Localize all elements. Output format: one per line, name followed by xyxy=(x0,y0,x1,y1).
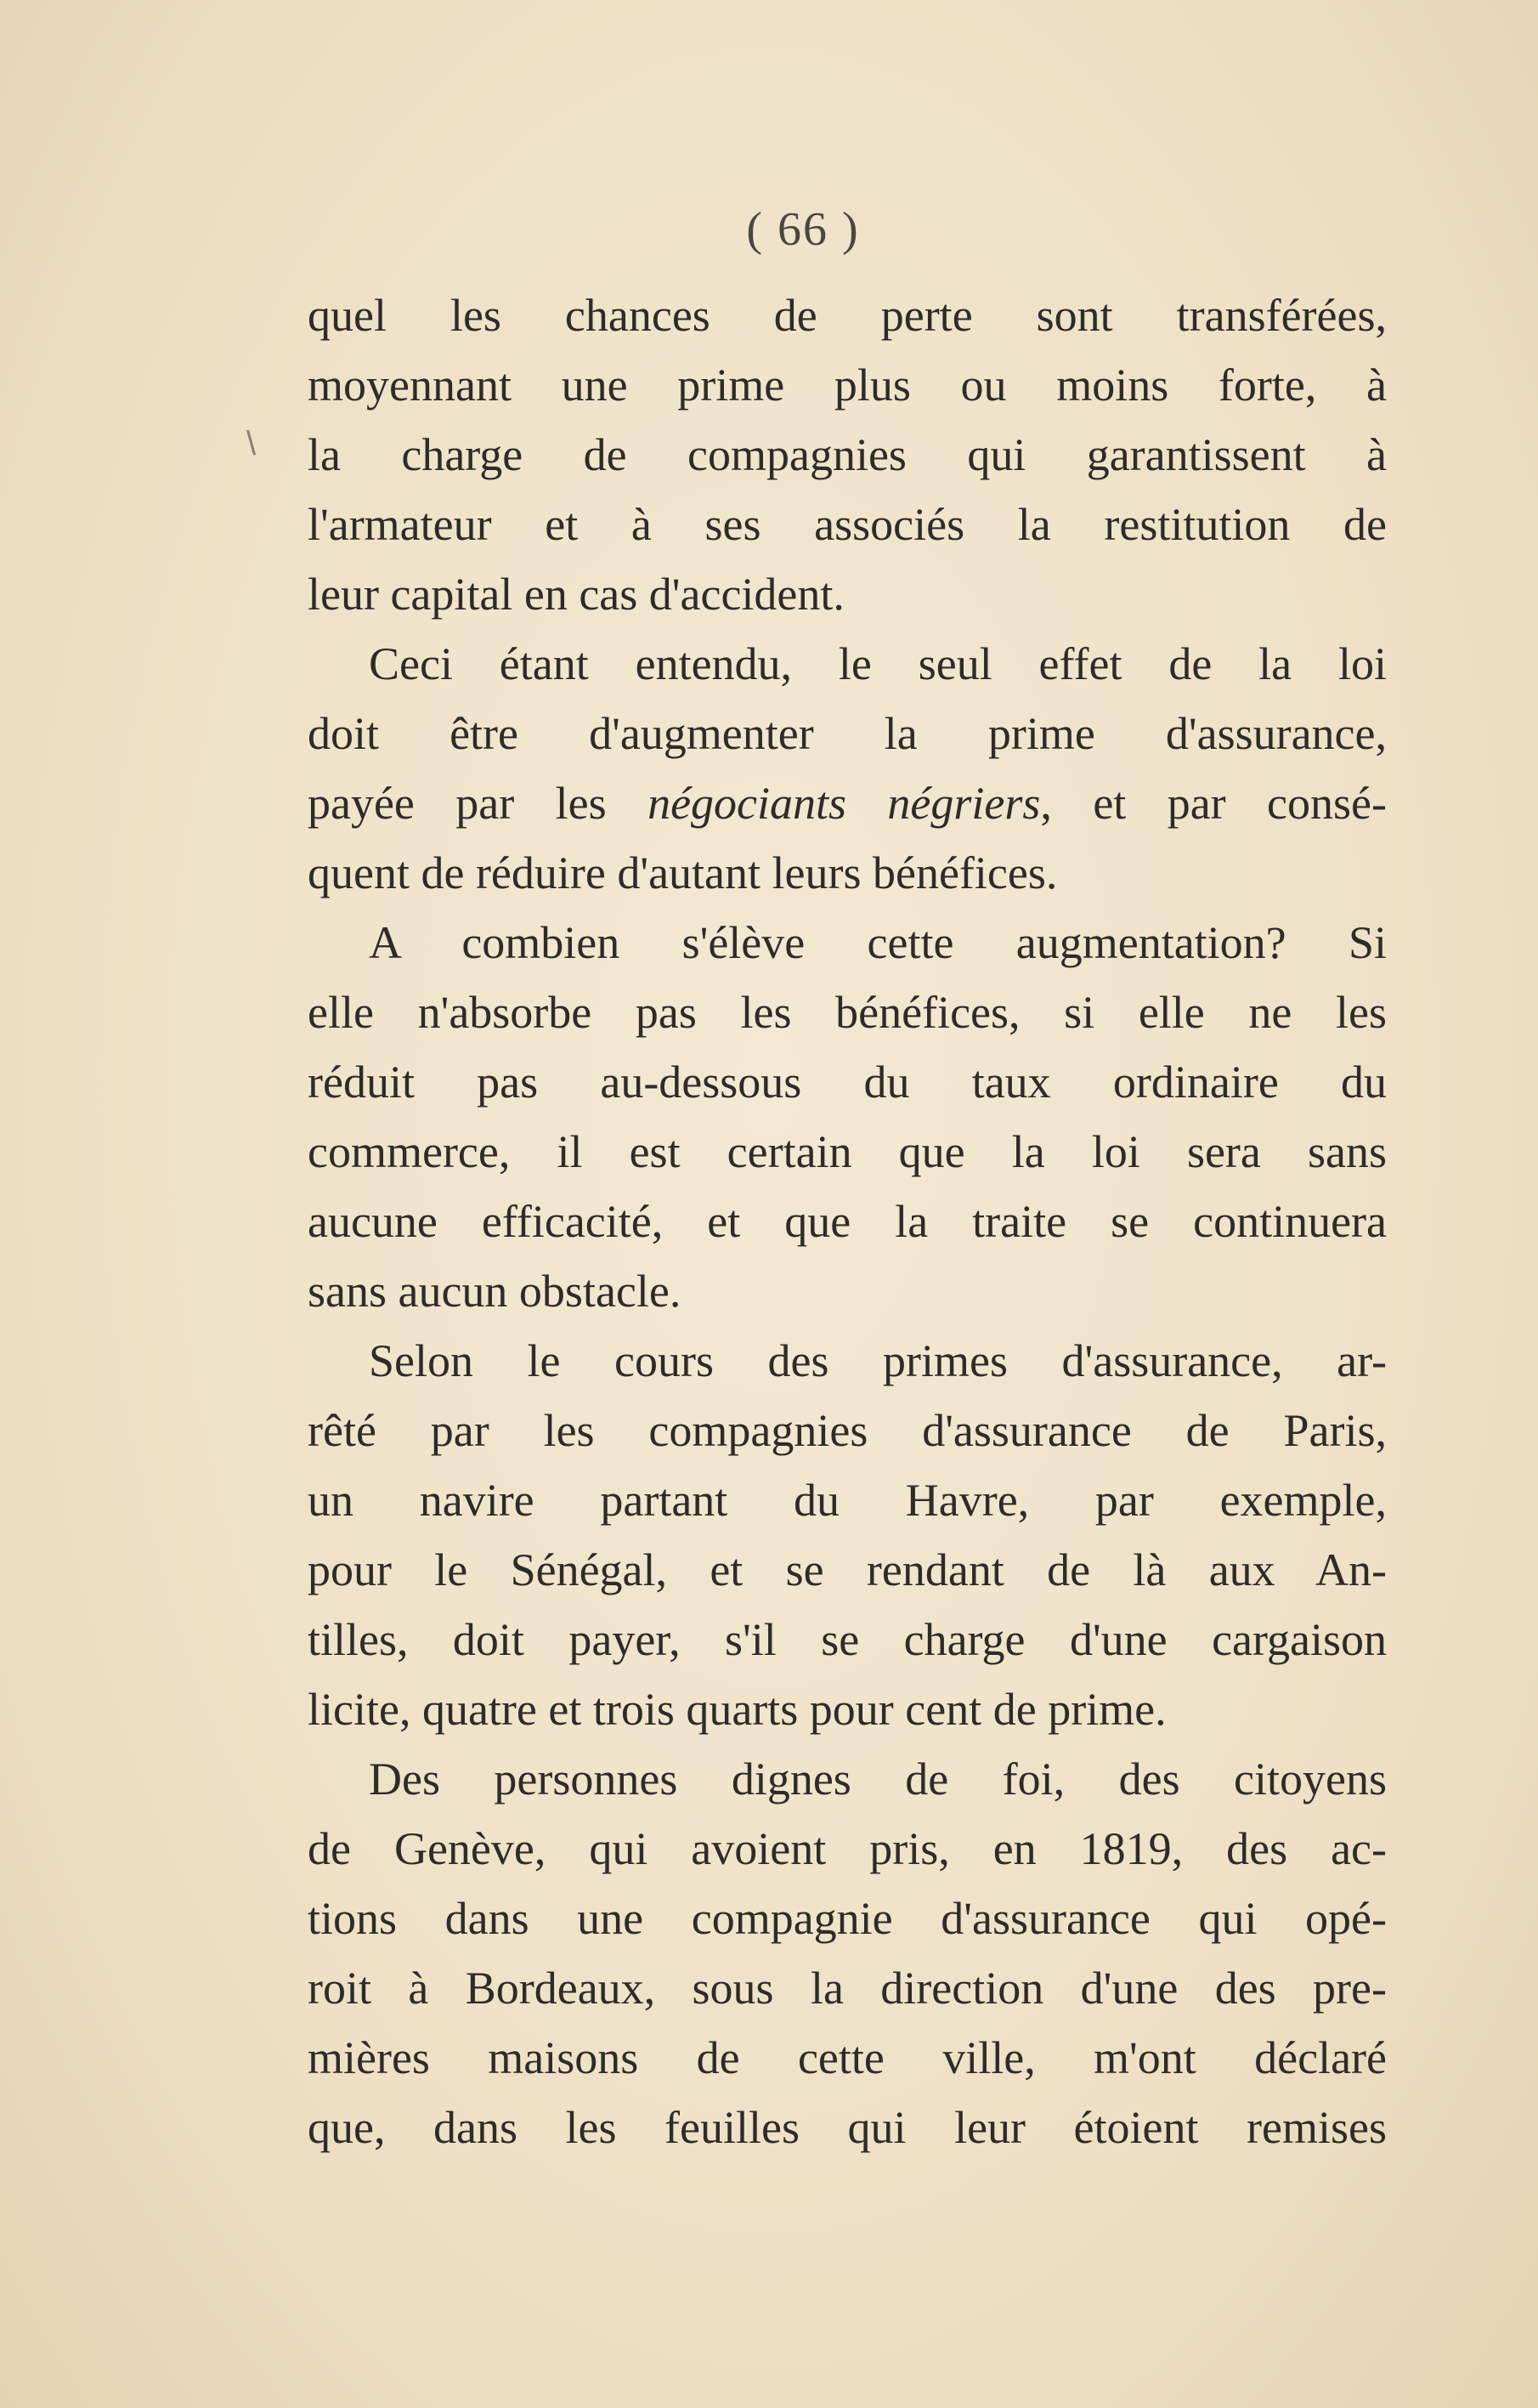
text-line: A combien s'élève cette augmentation? Si xyxy=(369,917,1387,968)
line-segment: payée par les xyxy=(308,778,648,829)
text-line: Selon le cours des primes d'assurance, ar- xyxy=(369,1335,1387,1386)
text-line: réduit pas au-dessous du taux ordinaire du xyxy=(308,1057,1387,1108)
italic-phrase: négociants négriers xyxy=(647,778,1041,829)
text-line: moyennant une prime plus ou moins forte, à xyxy=(308,360,1387,411)
page-number: ( 66 ) xyxy=(746,203,860,256)
text-line: l'armateur et à ses associés la restitution de xyxy=(308,499,1387,550)
text-line: Des personnes dignes de foi, des citoyens xyxy=(369,1754,1387,1805)
text-line: aucune efficacité, et que la traite se continuera xyxy=(308,1196,1387,1247)
text-line: pour le Sénégal, et se rendant de là aux An- xyxy=(308,1544,1387,1595)
text-line-with-italic xyxy=(308,768,1387,838)
text-line: sans aucun obstacle. xyxy=(308,1266,681,1317)
body-text xyxy=(308,280,1387,2162)
text-line: doit être d'augmenter la prime d'assurance, xyxy=(308,708,1387,759)
text-line: quent de réduire d'autant leurs bénéfices. xyxy=(308,847,1058,898)
text-line: de Genève, qui avoient pris, en 1819, des ac- xyxy=(308,1823,1387,1874)
text-line: tions dans une compagnie d'assurance qui opé- xyxy=(308,1893,1387,1944)
text-line: tilles, doit payer, s'il se charge d'une cargaison xyxy=(308,1614,1387,1665)
text-line: leur capital en cas d'accident. xyxy=(308,569,845,620)
margin-mark: \ xyxy=(246,425,257,462)
line-segment: , et par consé- xyxy=(1040,778,1387,829)
text-line: quel les chances de perte sont transférées, xyxy=(308,290,1387,341)
text-line: licite, quatre et trois quarts pour cent de prime. xyxy=(308,1684,1167,1735)
text-line: commerce, il est certain que la loi sera sans xyxy=(308,1126,1387,1177)
text-line: que, dans les feuilles qui leur étoient remises xyxy=(308,2102,1387,2153)
text-line: mières maisons de cette ville, m'ont déclaré xyxy=(308,2032,1387,2083)
text-line: Ceci étant entendu, le seul effet de la loi xyxy=(369,638,1387,689)
text-line: un navire partant du Havre, par exemple, xyxy=(308,1475,1387,1526)
text-line: roit à Bordeaux, sous la direction d'une des pre- xyxy=(308,1963,1387,2014)
text-line: elle n'absorbe pas les bénéfices, si elle ne les xyxy=(308,987,1387,1038)
text-line: la charge de compagnies qui garantissent à xyxy=(308,429,1387,480)
text-line: rêté par les compagnies d'assurance de Paris, xyxy=(308,1405,1387,1456)
